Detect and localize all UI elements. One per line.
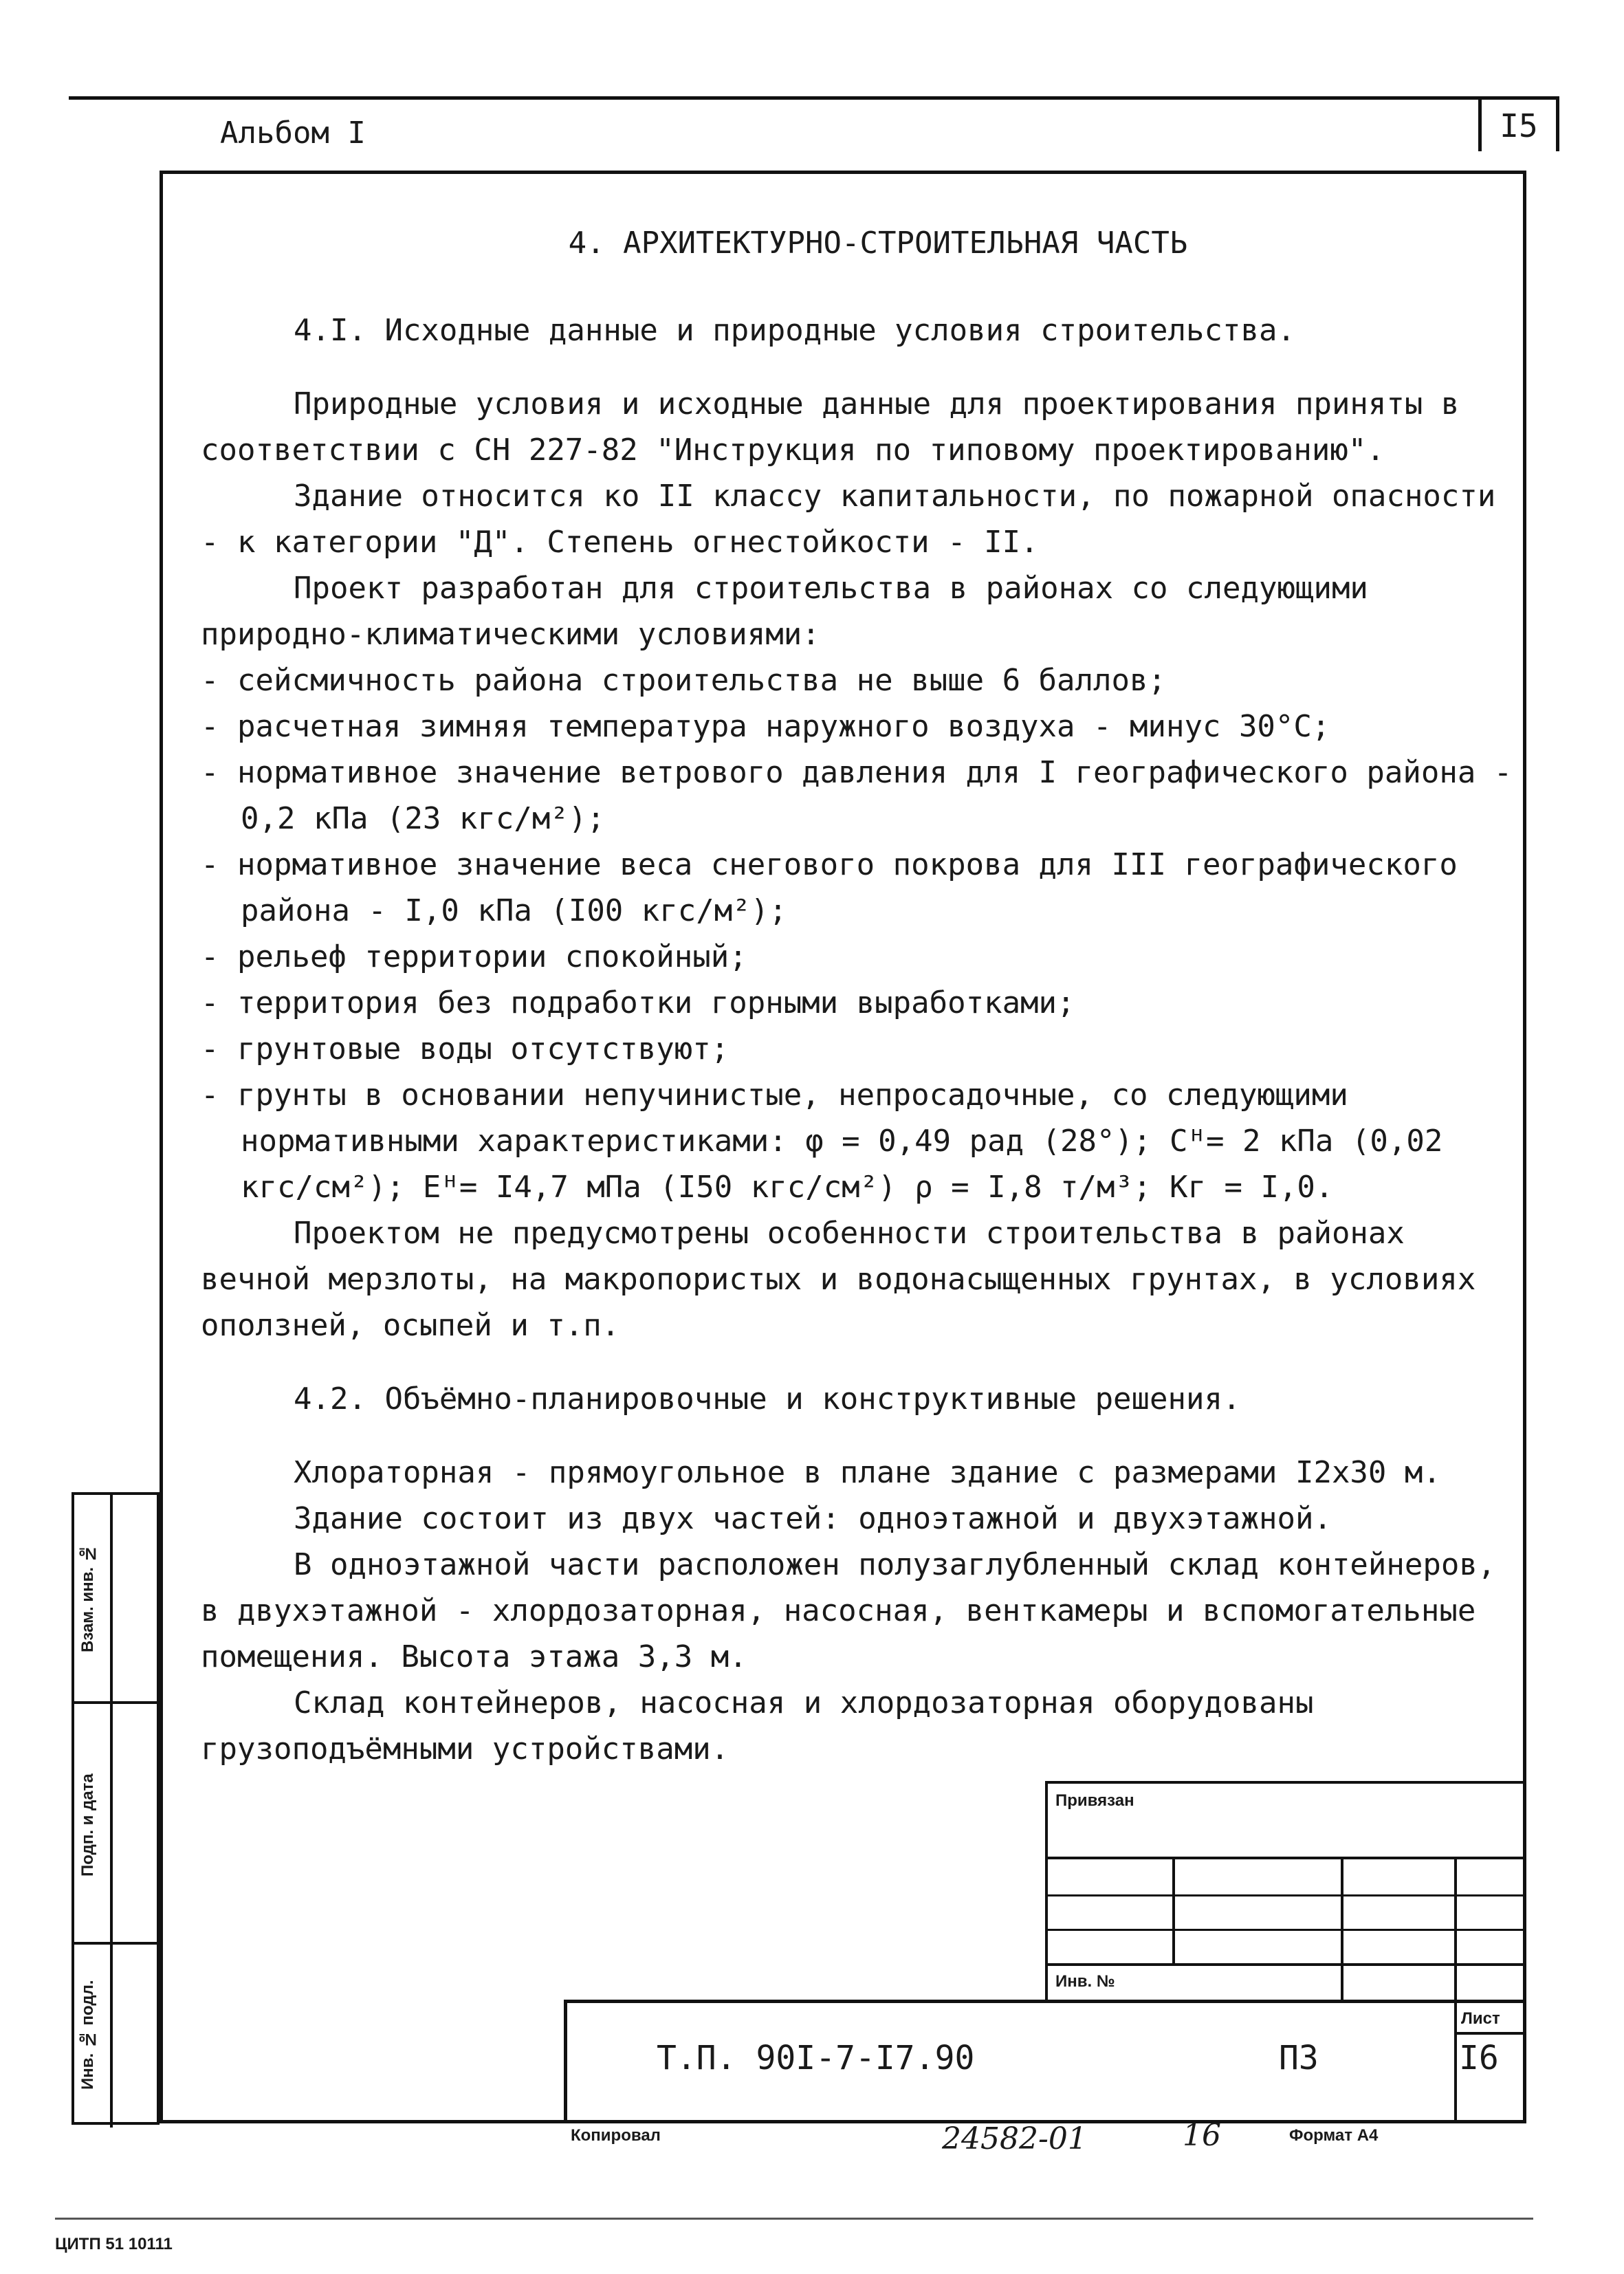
- paragraph: Склад контейнеров, насосная и хлордозаторная оборудованы грузоподъёмными устройствами.: [201, 1685, 1314, 1767]
- side-stamp: [72, 1492, 160, 2125]
- format-label: Формат А4: [1289, 2126, 1379, 2145]
- document-body: [201, 220, 1528, 1772]
- list-item: - территория без подработки горными выработками;: [201, 985, 1075, 1020]
- paragraph: Природные условия и исходные данные для проектирования приняты в соответствии с СН 227-82 "Инструкция по типовому проектированию".: [201, 386, 1460, 468]
- list-item: - расчетная зимняя температура наружного воздуха - минус 30°С;: [201, 709, 1330, 744]
- document-code: ПЗ: [1279, 2039, 1319, 2077]
- page-number: I5: [1478, 96, 1559, 151]
- subsection-2-title: 4.2. Объёмно-планировочные и конструктивные решения.: [294, 1381, 1241, 1417]
- subsection-1-title: 4.I. Исходные данные и природные условия строительства.: [294, 313, 1295, 348]
- order-page: 16: [1183, 2118, 1221, 2153]
- sheet-number: I6: [1459, 2039, 1499, 2077]
- paragraph: В одноэтажной части расположен полузаглубленный склад контейнеров, в двухэтажной - хлордозаторная, насосная, венткамеры и вспомогательные помещения. Высота этажа 3,3 м.: [201, 1547, 1496, 1674]
- top-rule: [69, 96, 1559, 100]
- paragraph: Хлораторная - прямоугольное в плане здание с размерами I2x30 м.: [294, 1455, 1441, 1490]
- paragraph: Проектом не предусмотрены особенности строительства в районах вечной мерзлоты, на макропористых и водонасыщенных грунтах, в условиях оползней, осыпей и т.п.: [201, 1216, 1476, 1343]
- imprint: ЦИТП 51 10111: [55, 2235, 173, 2253]
- bottom-rule: [55, 2218, 1533, 2220]
- project-code: Т.П. 90I-7-I7.90: [657, 2039, 975, 2077]
- sheet-label: Лист: [1461, 2009, 1500, 2028]
- attached-label: Привязан: [1055, 1791, 1134, 1810]
- paragraph: Здание относится ко II классу капитальности, по пожарной опасности - к категории "Д". Степень огнестойкости - II.: [201, 479, 1496, 560]
- list-item: - нормативное значение веса снегового покрова для III географического района - I,0 кПа (I00 кгс/м²);: [201, 847, 1458, 928]
- paragraph: Здание состоит из двух частей: одноэтажной и двухэтажной.: [294, 1501, 1332, 1536]
- list-item: - нормативное значение ветрового давления для I географического района - 0,2 кПа (23 кгс/м²);: [201, 755, 1513, 836]
- stamp-label-sign-date: Подп. и дата: [78, 1773, 97, 1877]
- order-number: 24582-01: [942, 2121, 1087, 2156]
- stamp-label-replaced-inv: Взам. инв. №: [78, 1544, 97, 1652]
- list-item: - сейсмичность района строительства не выше 6 баллов;: [201, 663, 1166, 698]
- inv-no-label: Инв. №: [1055, 1972, 1115, 1991]
- list-item: - грунты в основании непучинистые, непросадочные, со следующими нормативными характеристиками: φ = 0,49 рад (28°); Cᴴ= 2 кПа (0,02 кгс/см²); Eᴴ= I4,7 мПа (I50 кгс/см²) ρ = I,8 т/м³; Кг = I,0.: [201, 1078, 1443, 1205]
- section-title: 4. АРХИТЕКТУРНО-СТРОИТЕЛЬНАЯ ЧАСТЬ: [568, 226, 1188, 261]
- list-item: - рельеф территории спокойный;: [201, 939, 747, 974]
- paragraph: Проект разработан для строительства в районах со следующими природно-климатическими условиями:: [201, 571, 1368, 652]
- copied-label: Копировал: [571, 2126, 661, 2145]
- list-item: - грунтовые воды отсутствуют;: [201, 1031, 729, 1067]
- album-label: Альбом I: [220, 116, 366, 151]
- stamp-label-inv-original: Инв. № подл.: [78, 1980, 97, 2090]
